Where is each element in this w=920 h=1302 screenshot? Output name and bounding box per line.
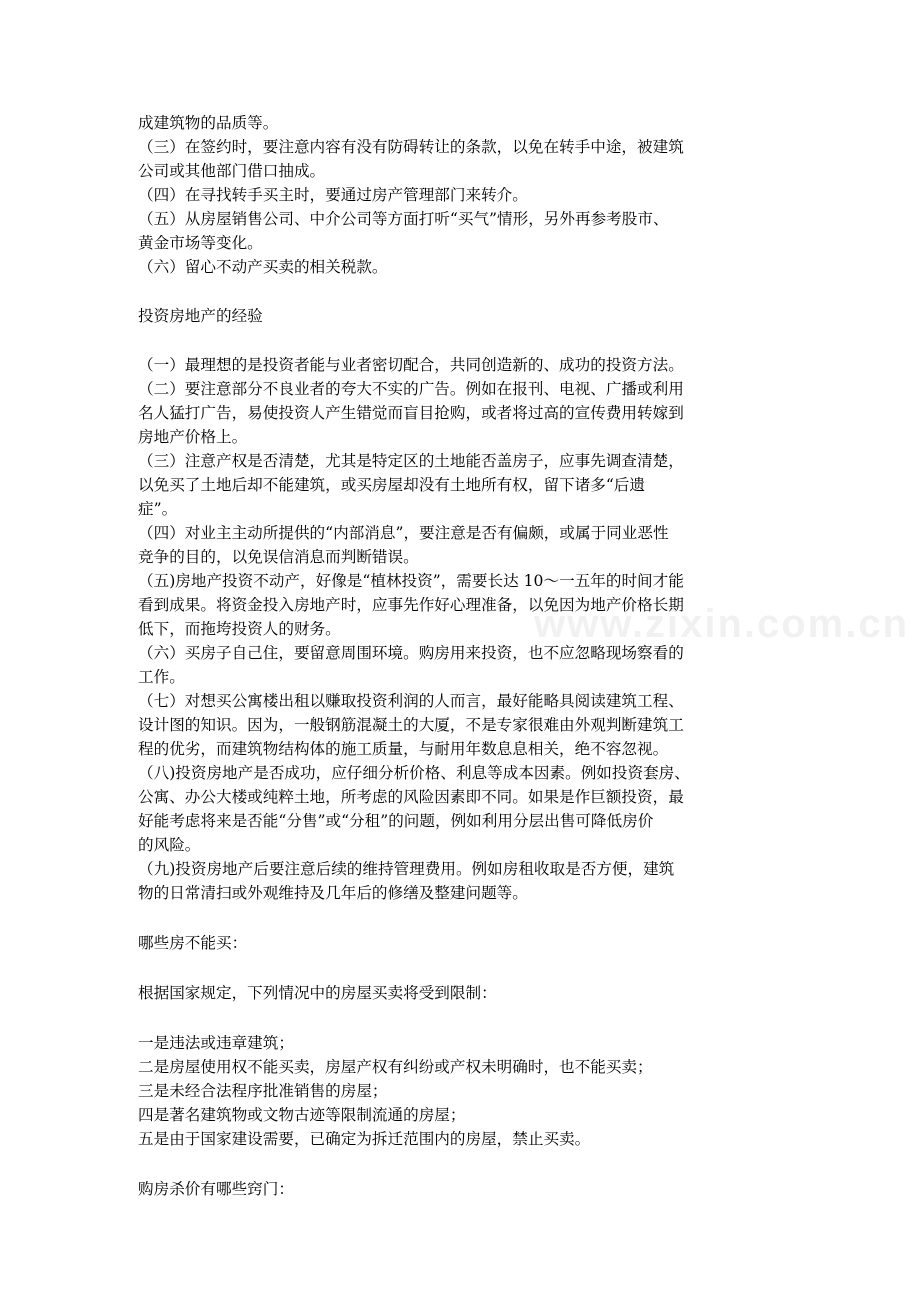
list-item: 一是违法或违章建筑； [138,1034,294,1052]
text-line: （一）最理想的是投资者能与业者密切配合，共同创造新的、成功的投资方法。 [138,356,684,374]
list-item: 四是著名建筑物或文物古迹等限制流通的房屋； [138,1106,466,1124]
text-line: 房地产价格上。 [138,428,248,446]
text-line: 看到成果。将资金投入房地产时，应事先作好心理准备，以免因为地产价格长期 [138,596,684,614]
text-line: （四）对业主主动所提供的“内部消息”，要注意是否有偏颇，或属于同业恶性 [138,524,669,542]
text-line: 工作。 [138,668,185,686]
text-line: （六）留心不动产买卖的相关税款。 [138,258,388,276]
paragraph-gap [138,955,788,981]
rule-intro: 根据国家规定，下列情况中的房屋买卖将受到限制： [138,984,497,1002]
paragraph-gap [138,328,788,353]
text-line: 以免买了土地后却不能建筑，或买房屋却没有土地所有权，留下诸多“后遗 [138,476,645,494]
text-line: 程的优劣，而建筑物结构体的施工质量，与耐用年数息息相关，绝不容忽视。 [138,740,669,758]
text-line: 名人猛打广告，易使投资人产生错觉而盲目抢购，或者将过高的宣传费用转嫁到 [138,404,684,422]
text-line: 症”。 [138,500,178,518]
text-line: 公司或其他部门借口抽成。 [138,162,326,180]
section-resale-tips [138,111,788,279]
section-heading-cannot-buy: 哪些房不能买： [138,934,248,952]
watermark: www.zixin.com.cn [534,602,910,646]
text-line: （三）在签约时，要注意内容有没有防碍转让的条款，以免在转手中途，被建筑 [138,138,684,156]
text-line: 的风险。 [138,836,201,854]
paragraph-gap [138,1005,788,1031]
text-line: （九)投资房地产后要注意后续的维持管理费用。例如房租收取是否方便，建筑 [138,860,675,878]
text-line: 低下，而拖垮投资人的财务。 [138,620,341,638]
list-item: 三是未经合法程序批准销售的房屋； [138,1082,388,1100]
text-line: （六）买房子自己住，要留意周围环境。购房用来投资，也不应忽略现场察看的 [138,644,684,662]
text-line: （二）要注意部分不良业者的夸大不实的广告。例如在报刊、电视、广播或利用 [138,380,684,398]
paragraph-gap [138,1151,788,1177]
list-item: 五是由于国家建设需要，已确定为拆迁范围内的房屋，禁止买卖。 [138,1130,591,1148]
text-line: 好能考虑将来是否能“分售”或“分租”的问题，例如利用分层出售可降低房价 [138,812,654,830]
text-line: 成建筑物的品质等。 [138,114,279,132]
text-line: （七）对想买公寓楼出租以赚取投资利润的人而言，最好能略具阅读建筑工程、 [138,692,684,710]
paragraph-gap [138,905,788,931]
restriction-list [138,1031,788,1151]
paragraph-gap [138,279,788,304]
document-page [138,111,788,1201]
text-line: （四）在寻找转手买主时，要通过房产管理部门来转介。 [138,186,528,204]
section-heading-investment-experience: 投资房地产的经验 [138,307,263,325]
text-line: （五）从房屋销售公司、中介公司等方面打听“买气”情形，另外再参考股市、 [138,210,669,228]
section-heading-bargain-tips: 购房杀价有哪些窍门： [138,1180,294,1198]
text-line: 物的日常清扫或外观维持及几年后的修缮及整建问题等。 [138,884,528,902]
text-line: 公寓、办公大楼或纯粹土地，所考虑的风险因素即不同。如果是作巨额投资，最 [138,788,684,806]
text-line: 黄金市场等变化。 [138,234,263,252]
list-item: 二是房屋使用权不能买卖，房屋产权有纠纷或产权未明确时，也不能买卖； [138,1058,653,1076]
text-line: （三）注意产权是否清楚，尤其是特定区的土地能否盖房子，应事先调查清楚， [138,452,684,470]
text-line: （八)投资房地产是否成功，应仔细分析价格、利息等成本因素。例如投资套房、 [138,764,690,782]
text-line: （五)房地产投资不动产，好像是“植林投资”，需要长达 10～一五年的时间才能 [138,572,684,590]
text-line: 竞争的目的，以免误信消息而判断错误。 [138,548,419,566]
text-line: 设计图的知识。因为，一般钢筋混凝土的大厦，不是专家很难由外观判断建筑工 [138,716,684,734]
